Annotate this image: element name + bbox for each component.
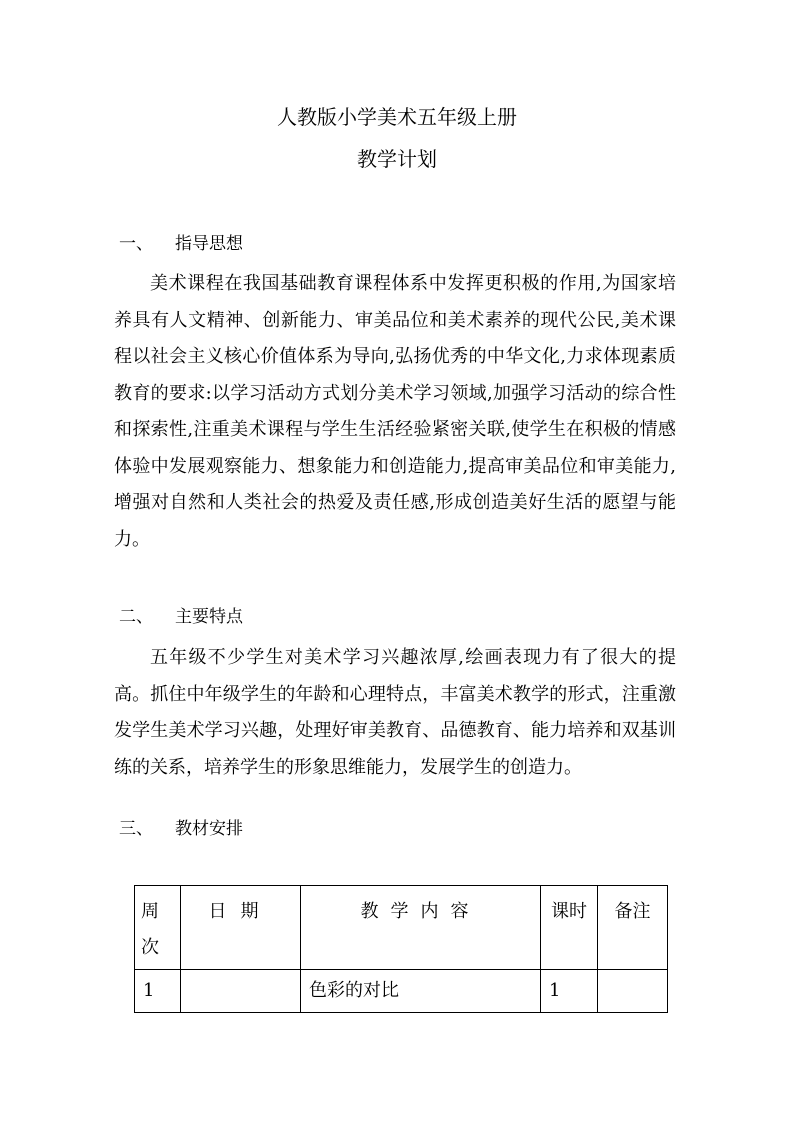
cell-note: [598, 970, 668, 1013]
table-header-row: [135, 886, 668, 970]
header-week: 周 次: [135, 886, 181, 970]
section-paragraph-2: 五年级不少学生对美术学习兴趣浓厚,绘画表现力有了很大的提高。抓住中年级学生的年龄和心理特点，丰富美术教学的形式，注重激发学生美术学习兴趣，处理好审美教育、品德教育、能力培养和双基训练的关系，培养学生的形象思维能力，发展学生的创造力。: [114, 647, 676, 778]
schedule-table: [134, 885, 668, 1013]
section-heading-2: [119, 606, 243, 628]
section-title-2: 主要特点: [175, 607, 243, 627]
section-paragraph-1: 美术课程在我国基础教育课程体系中发挥更积极的作用,为国家培养具有人文精神、创新能力、审美品位和美术素养的现代公民,美术课程以社会主义核心价值体系为导向,弘扬优秀的中华文化,力求体现素质教育的要求:以学习活动方式划分美术学习领域,加强学习活动的综合性和探索性,注重美术课程与学生生活经验紧密关联,使学生在积极的情感体验中发展观察能力、想象能力和创造能力,提高审美品位和审美能力,增强对自然和人类社会的热爱及责任感,形成创造美好生活的愿望与能力。: [114, 273, 676, 550]
section-heading-3: [119, 818, 243, 840]
table-row: [135, 970, 668, 1013]
section-number-1: 一、: [119, 234, 153, 254]
header-content: 教学内容: [301, 886, 541, 970]
cell-content: 色彩的对比: [301, 970, 541, 1013]
document-subtitle: 教学计划: [357, 147, 437, 171]
section-title-3: 教材安排: [175, 819, 243, 839]
header-hours: 课时: [541, 886, 598, 970]
cell-hours: 1: [541, 970, 598, 1013]
cell-week: 1: [135, 970, 181, 1013]
section-number-3: 三、: [119, 819, 153, 839]
document-title: 人教版小学美术五年级上册: [277, 105, 517, 129]
header-date: 日期: [181, 886, 301, 970]
section-title-1: 指导思想: [175, 234, 243, 254]
section-heading-1: [119, 233, 243, 255]
section-number-2: 二、: [119, 607, 153, 627]
cell-date: [181, 970, 301, 1013]
header-note: 备注: [598, 886, 668, 970]
